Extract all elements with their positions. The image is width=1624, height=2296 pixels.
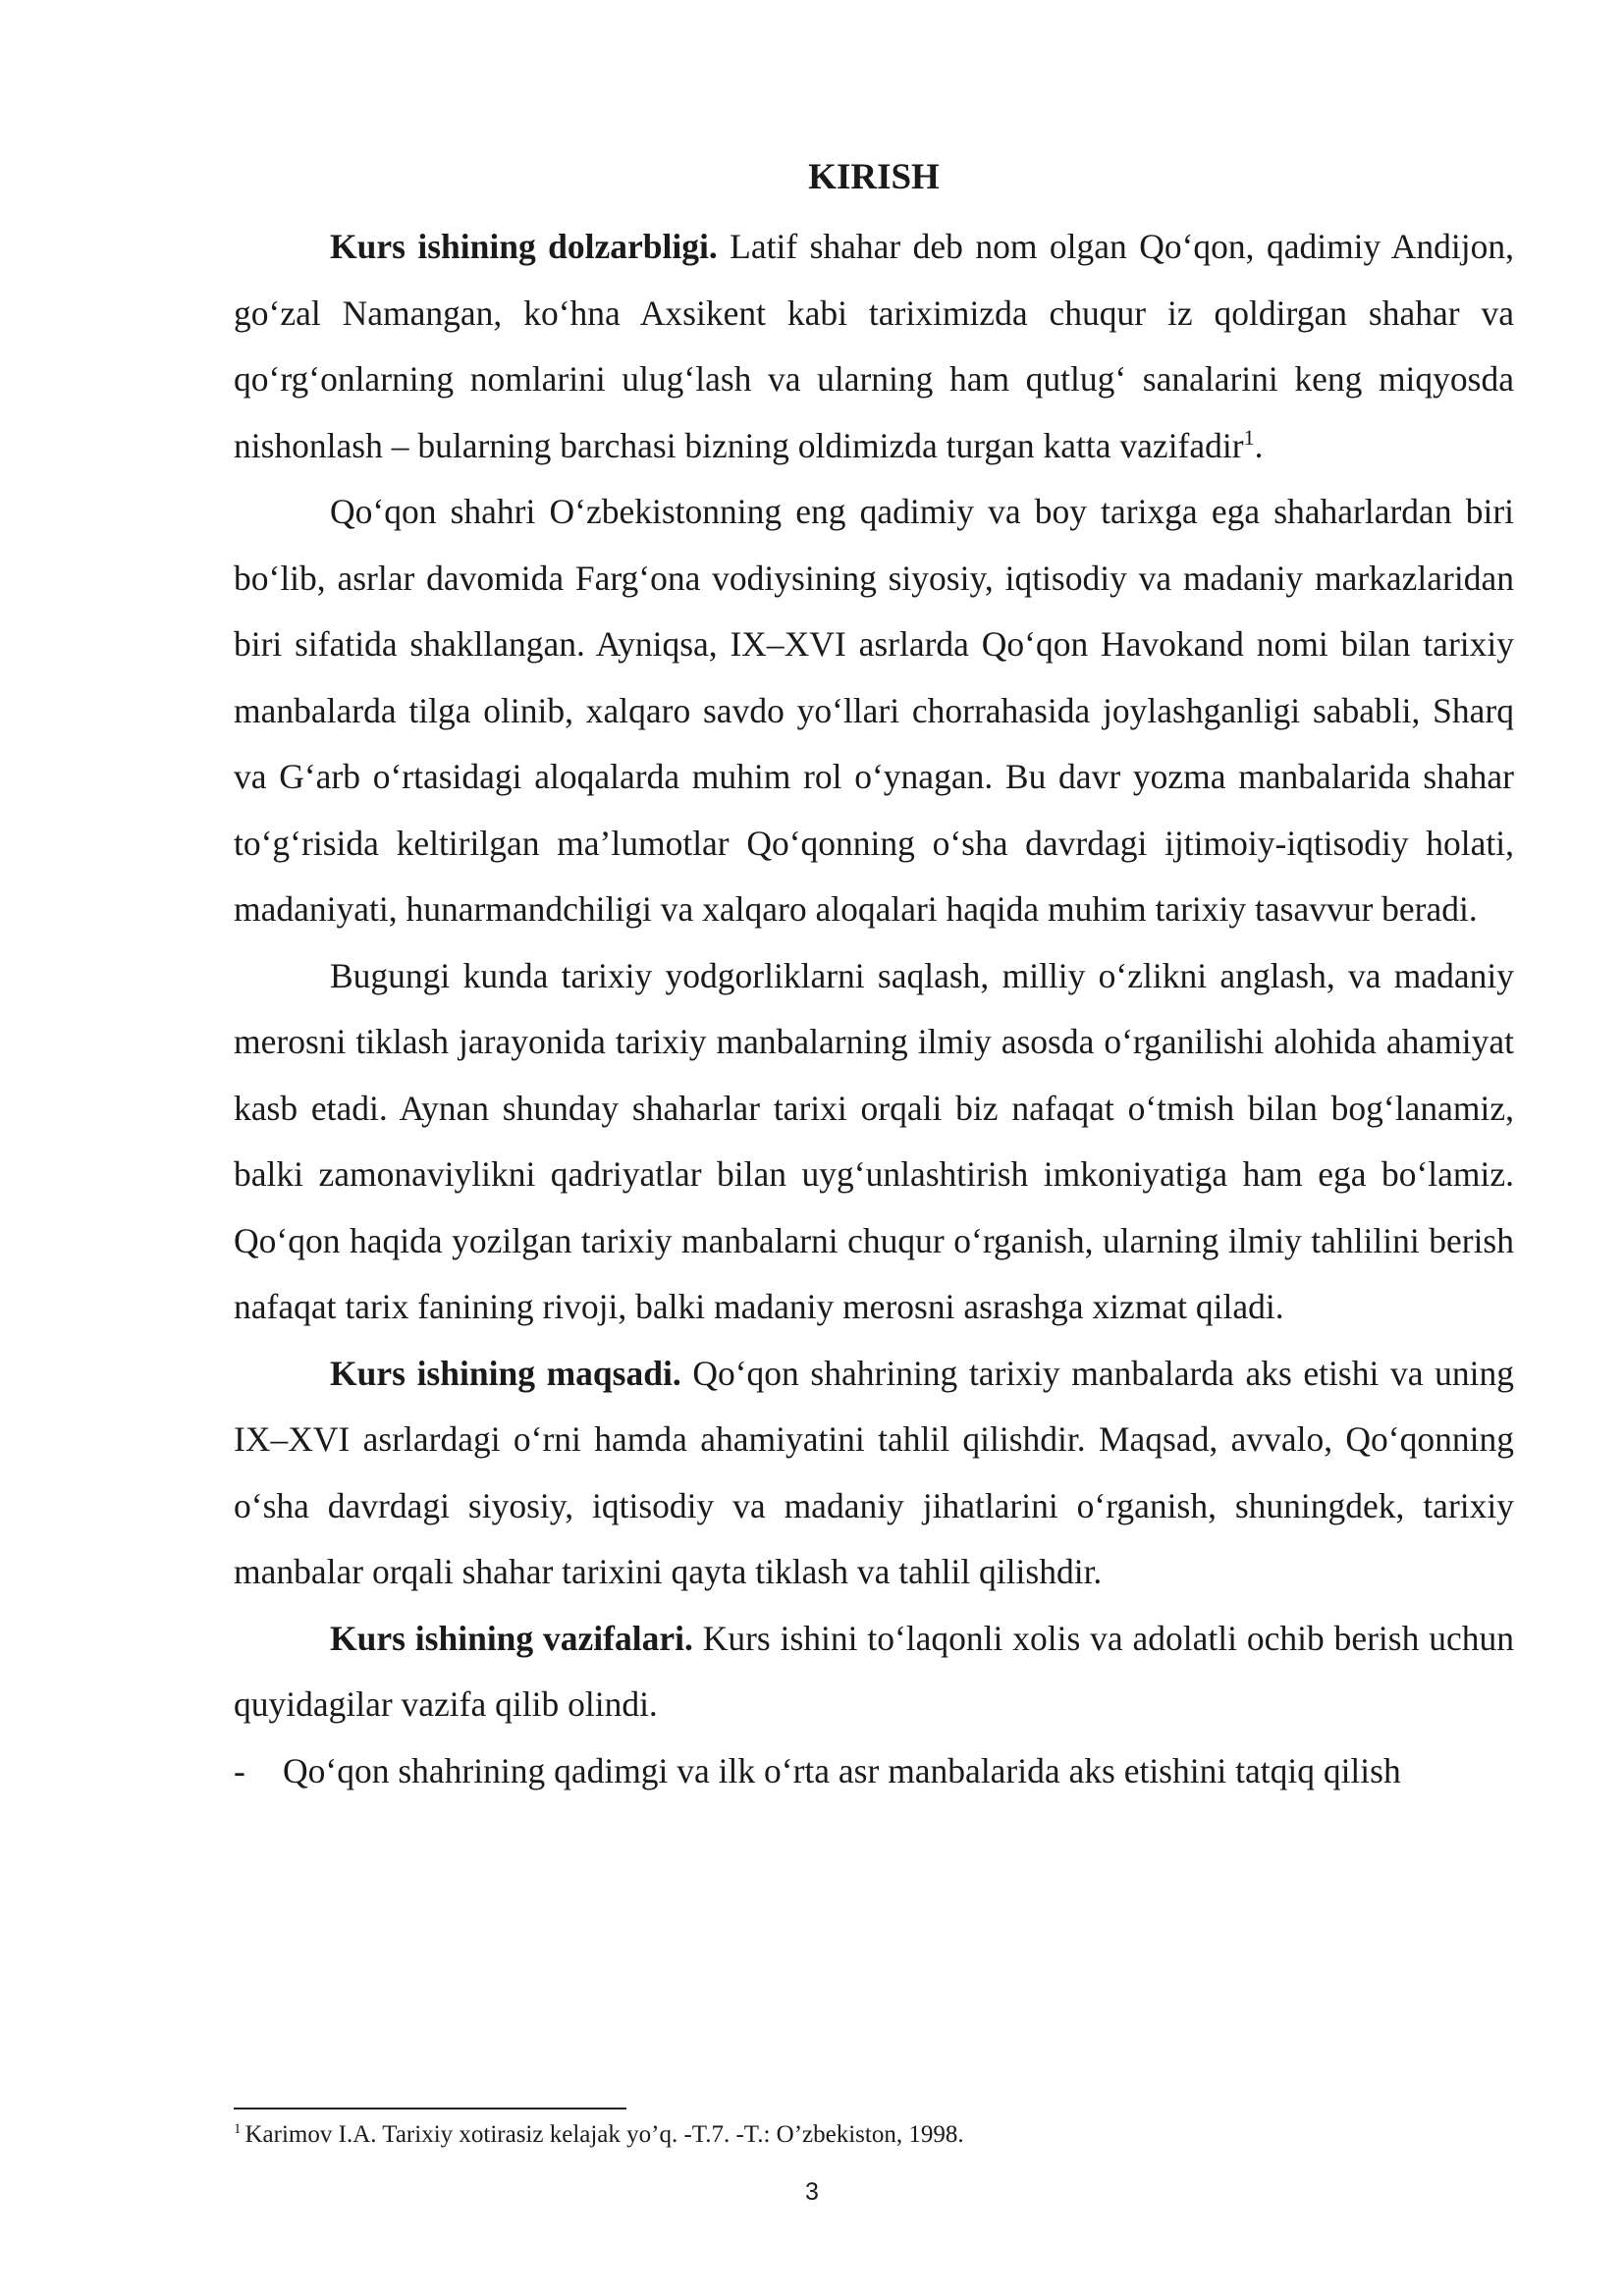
paragraph-tasks <box>234 1606 1514 1738</box>
page-title: KIRISH <box>808 157 940 197</box>
page-number: 3 <box>805 2178 819 2206</box>
paragraph-goal-lead: Kurs ishining maqsadi. <box>330 1353 681 1393</box>
paragraph-tasks-lead: Kurs ishining vazifalari. <box>330 1618 693 1658</box>
paragraph-goal-text: Qo‘qon shahrining tarixiy manbalarda aks etishi va uning IX–XVI asrlardagi o‘rni hamda ahamiyatini tahlil qilishdir. Maqsad, avvalo, Qo‘qonning o‘sha davrdagi siyosiy, iqtisodiy va madaniy jihatlarini o‘rganish, shuningdek, tarixiy manbalar orqali shahar tarixini qayta tiklash va tahlil qilishdir. <box>234 1353 1514 1591</box>
paragraph-goal <box>234 1341 1514 1606</box>
paragraph-history: Qo‘qon shahri O‘zbekistonning eng qadimiy va boy tarixga ega shaharlardan biri bo‘lib, asrlar davomida Farg‘ona vodiysining siyosiy, iqtisodiy va madaniy markazlaridan biri sifatida shakllangan. Ayniqsa, IX–XVI asrlarda Qo‘qon Havokand nomi bilan tarixiy manbalarda tilga olinib, xalqaro savdo yo‘llari chorrahasida joylashganligi sababli, Sharq va G‘arb o‘rtasidagi aloqalarda muhim rol o‘ynagan. Bu davr yozma manbalarida shahar to‘g‘risida keltirilgan ma’lumotlar Qo‘qonning o‘sha davrdagi ijtimoiy-iqtisodiy holati, madaniyati, hunarmandchiligi va xalqaro aloqalari haqida muhim tarixiy tasavvur beradi. <box>234 492 1514 929</box>
footnote-text: Karimov I.A. Tarixiy xotirasiz kelajak yo’q. -T.7. -T.: O’zbekiston, 1998. <box>244 2121 964 2148</box>
paragraph-heritage: Bugungi kunda tarixiy yodgorliklarni saqlash, milliy o‘zlikni anglash, va madaniy merosni tiklash jarayonida tarixiy manbalarning ilmiy asosda o‘rganilishi alohida ahamiyat kasb etadi. Aynan shunday shaharlar tarixi orqali biz nafaqat o‘tmish bilan bog‘lanamiz, balki zamonaviylikni qadriyatlar bilan uyg‘unlashtirish imkoniyatiga ham ega bo‘lamiz. Qo‘qon haqida yozilgan tarixiy manbalarni chuqur o‘rganish, ularning ilmiy tahlilini berish nafaqat tarix fanining rivoji, balki madaniy merosni asrashga xizmat qiladi. <box>234 955 1514 1326</box>
footnote-reference: 1 <box>1243 424 1255 450</box>
paragraph-relevance-lead: Kurs ishining dolzarbligi. <box>330 227 718 266</box>
page-content <box>234 147 1514 1804</box>
list-item <box>234 1738 1514 1805</box>
paragraph-relevance-text: Latif shahar deb nom olgan Qo‘qon, qadimiy Andijon, go‘zal Namangan, ko‘hna Axsikent kabi tariximizda chuqur iz qoldirgan shahar va qo‘rg‘onlarning nomlarini ulug‘lash va ularning ham qutlug‘ sanalarini keng miqyosda nishonlash – bularning barchasi bizning oldimizda turgan katta vazifadir <box>234 227 1514 465</box>
list-item-text: Qo‘qon shahrining qadimgi va ilk o‘rta asr manbalarida aks etishini tatqiq qilish <box>283 1750 1401 1790</box>
footnote <box>234 2118 964 2152</box>
paragraph-relevance-end: . <box>1254 425 1264 465</box>
list-item-marker: - <box>234 1750 245 1790</box>
paragraph-relevance <box>234 214 1514 479</box>
paragraph-tasks-text: Kurs ishini to‘laqonli xolis va adolatli ochib berish uchun quyidagilar vazifa qilib olindi. <box>234 1618 1514 1724</box>
footnote-mark: 1 <box>234 2120 242 2137</box>
footnote-divider <box>234 2108 626 2109</box>
